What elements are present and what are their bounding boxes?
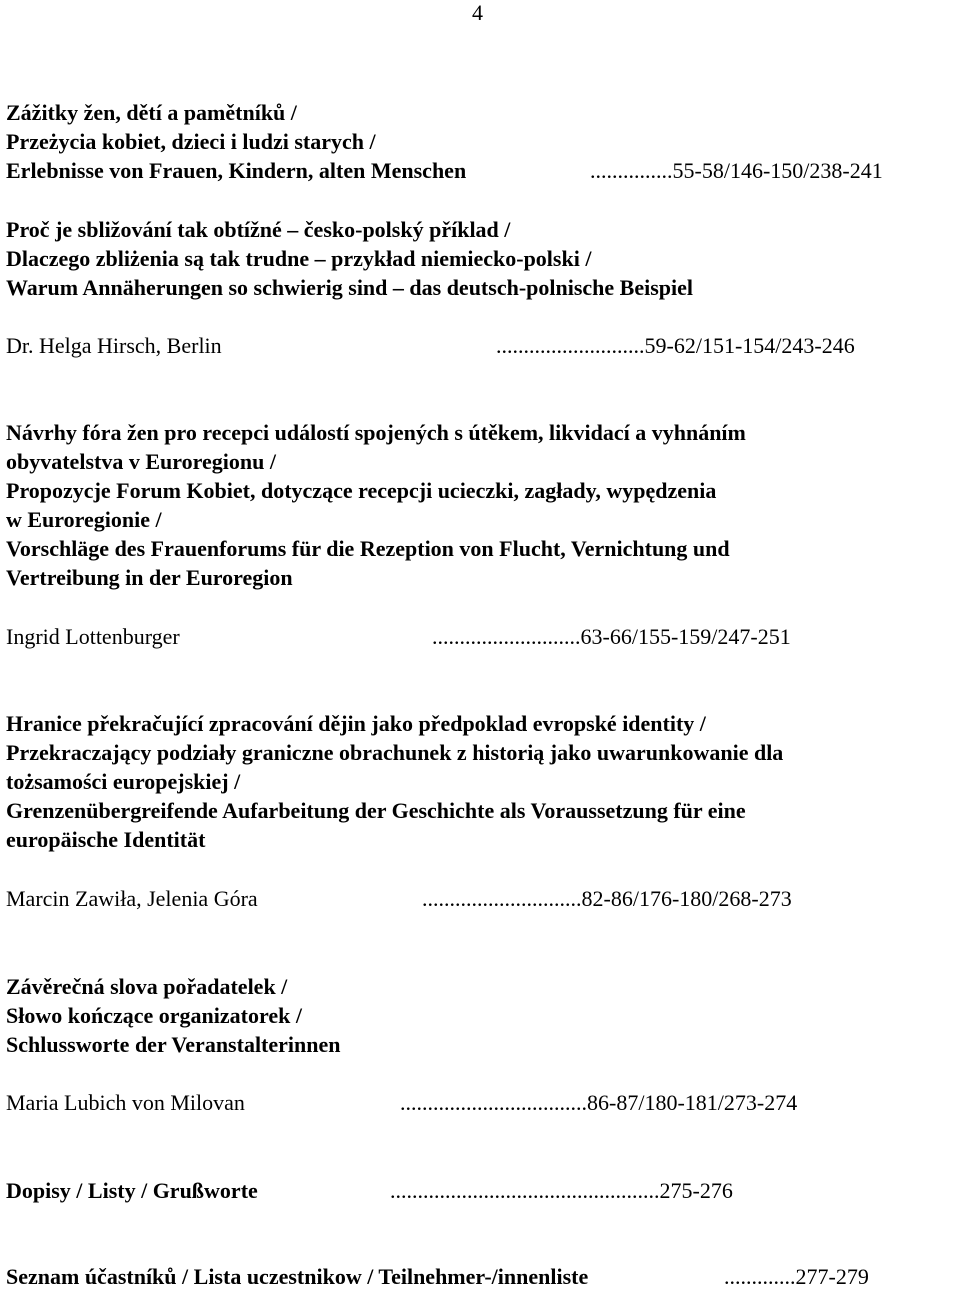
entry-title-line: obyvatelstva v Euroregionu / [6,449,276,474]
entry-title-line: Przeżycia kobiet, dzieci i ludzi starych / [6,129,376,154]
entry-pages: .............................82-86/176-180/268-273 [422,886,792,911]
entry-title-line: Dlaczego zbliżenia są tak trudne – przykład niemiecko-polski / [6,246,592,271]
entry-author: Maria Lubich von Milovan [6,1090,245,1115]
entry-author: Dr. Helga Hirsch, Berlin [6,333,222,358]
entry-title-line: tożsamości europejskiej / [6,769,241,794]
entry-pages: ...............55-58/146-150/238-241 [590,158,883,183]
entry-title-line: Słowo kończące organizatorek / [6,1003,302,1028]
entry-title-line: europäische Identität [6,827,206,852]
entry-title-line: Hranice překračující zpracování dějin jako předpoklad evropské identity / [6,711,706,736]
entry-pages: .................................................275-276 [390,1178,733,1203]
page-number: 4 [472,0,483,25]
entry-title-line: Vorschläge des Frauenforums für die Rezeption von Flucht, Vernichtung und [6,536,730,561]
entry-title-line: Schlussworte der Veranstalterinnen [6,1032,341,1057]
entry-pages: .............277-279 [724,1264,869,1289]
entry-title-line: Seznam účastníků / Lista uczestnikow / Teilnehmer-/innenliste [6,1264,589,1289]
entry-title-line: Návrhy fóra žen pro recepci událostí spojených s útěkem, likvidací a vyhnáním [6,420,746,445]
entry-title-line: Grenzenübergreifende Aufarbeitung der Geschichte als Voraussetzung für eine [6,798,746,823]
entry-author: Ingrid Lottenburger [6,624,180,649]
entry-title-line: Przekraczający podziały graniczne obrachunek z historią jako uwarunkowanie dla [6,740,784,765]
entry-title-line: Proč je sbližování tak obtížné – česko-polský příklad / [6,217,511,242]
entry-title-line: Zážitky žen, dětí a pamětníků / [6,100,297,125]
entry-author: Marcin Zawiła, Jelenia Góra [6,886,258,911]
entry-title-line: Závěrečná slova pořadatelek / [6,974,288,999]
entry-title-line: Erlebnisse von Frauen, Kindern, alten Menschen [6,158,467,183]
entry-title-line: Dopisy / Listy / Grußworte [6,1178,258,1203]
entry-pages: ...........................63-66/155-159/247-251 [432,624,791,649]
entry-title-line: w Euroregionie / [6,507,162,532]
entry-title-line: Propozycje Forum Kobiet, dotyczące recepcji ucieczki, zagłady, wypędzenia [6,478,717,503]
entry-title-line: Vertreibung in der Euroregion [6,565,293,590]
entry-pages: ..................................86-87/180-181/273-274 [400,1090,798,1115]
entry-pages: ...........................59-62/151-154/243-246 [496,333,855,358]
entry-title-line: Warum Annäherungen so schwierig sind – das deutsch-polnische Beispiel [6,275,694,300]
